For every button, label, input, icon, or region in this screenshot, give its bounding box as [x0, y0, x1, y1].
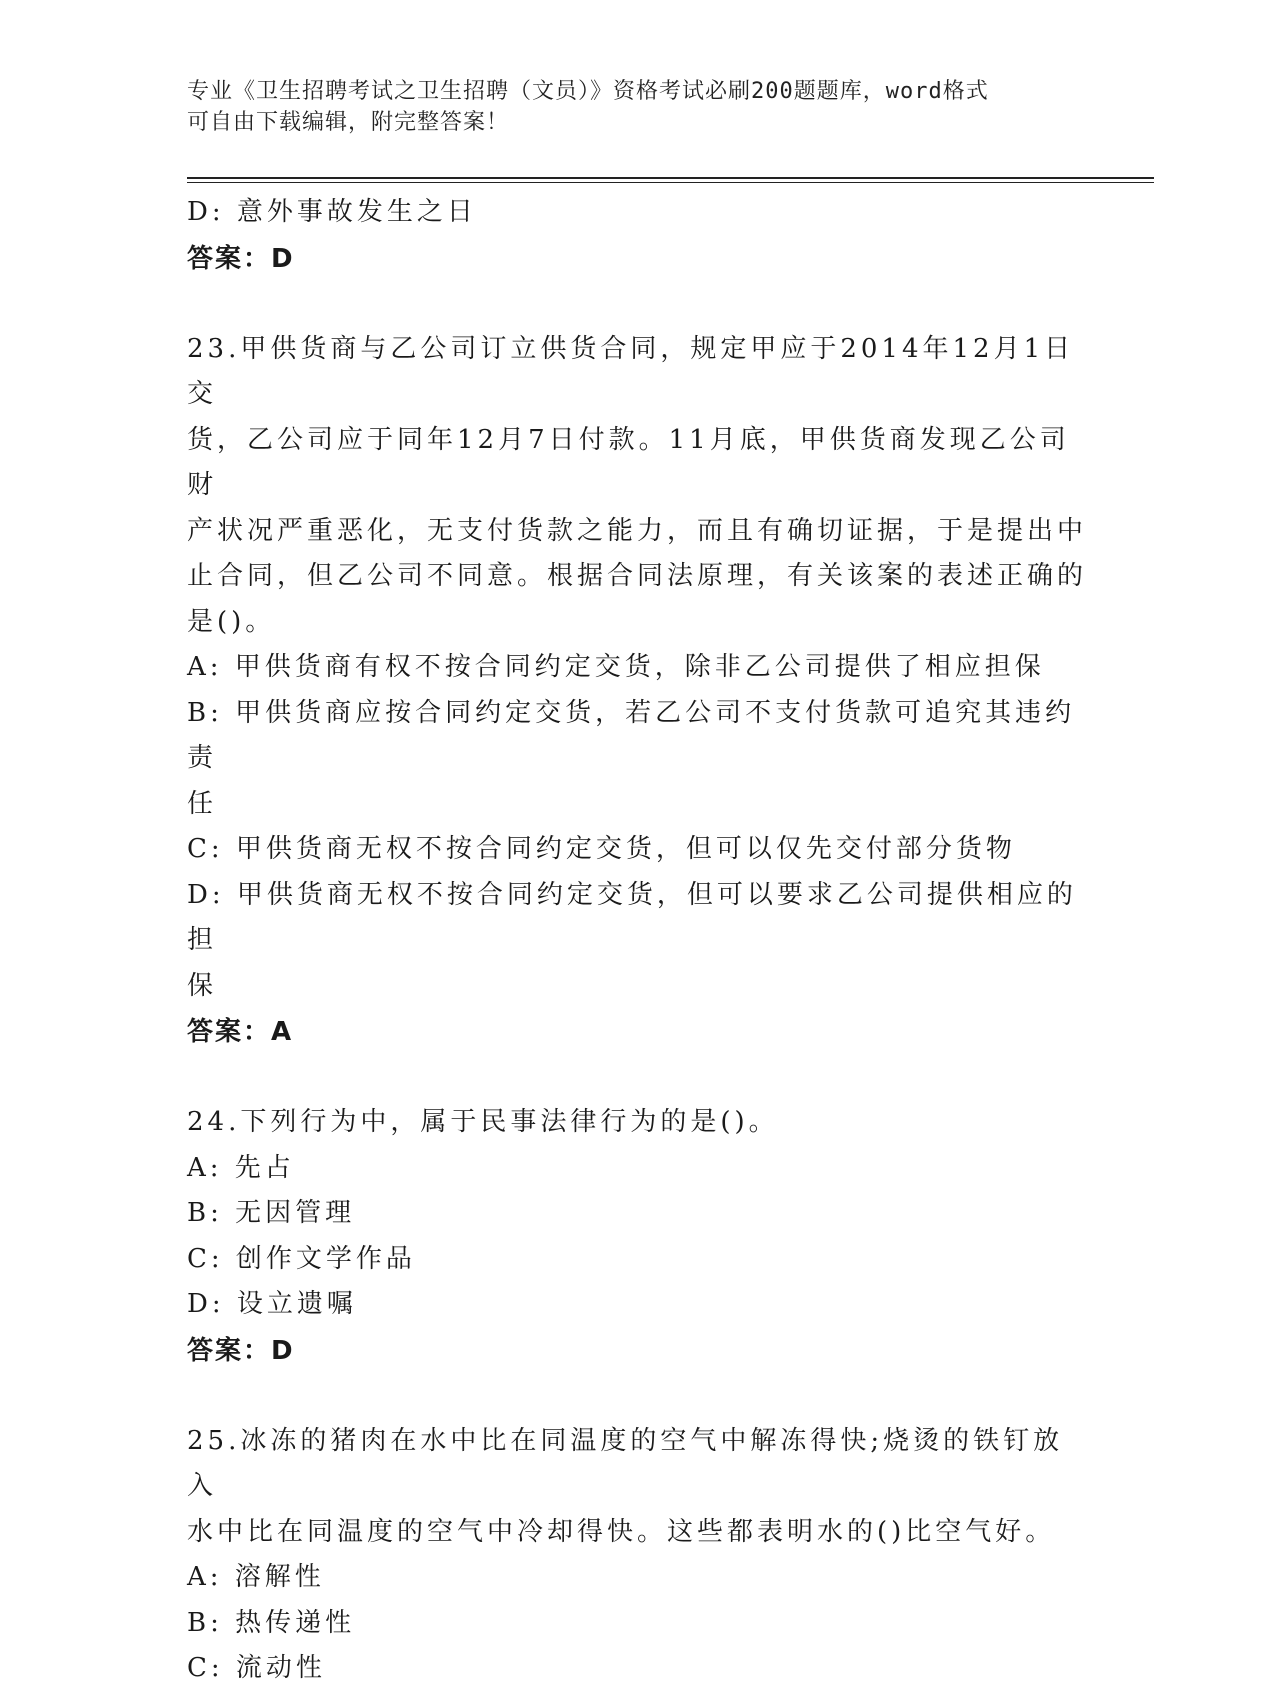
q23-option-d-line-2: 保	[187, 970, 218, 1001]
q25-option-b: B: 热传递性	[187, 1607, 356, 1638]
question-content	[187, 190, 1087, 1692]
question-23	[187, 327, 1087, 1056]
q23-answer: 答案：A	[187, 1017, 294, 1047]
question-24	[187, 1100, 1087, 1374]
q23-stem-line-1: 23.甲供货商与乙公司订立供货合同，规定甲应于2014年12月1日交	[187, 333, 1075, 409]
spacer	[187, 1055, 1087, 1100]
header-line-1: 专业《卫生招聘考试之卫生招聘（文员）》资格考试必刷200题题库，word格式	[187, 79, 989, 104]
spacer	[187, 1374, 1087, 1419]
header-line-2: 可自由下载编辑，附完整答案！	[187, 110, 510, 135]
q24-option-a: A: 先占	[187, 1152, 295, 1183]
q23-option-b-line-2: 任	[187, 788, 218, 819]
prev-option-d: D: 意外事故发生之日	[187, 197, 477, 227]
q23-stem-line-2: 货，乙公司应于同年12月7日付款。11月底，甲供货商发现乙公司财	[187, 424, 1070, 500]
q25-option-c: C: 流动性	[187, 1653, 326, 1683]
q23-stem-line-5: 是()。	[187, 606, 276, 637]
q24-answer: 答案：D	[187, 1335, 295, 1366]
q23-stem-line-3: 产状况严重恶化，无支付货款之能力，而且有确切证据，于是提出中	[187, 515, 1088, 546]
q25-option-a: A: 溶解性	[187, 1562, 325, 1592]
q25-stem-line-1: 25.冰冻的猪肉在水中比在同温度的空气中解冻得快;烧烫的铁钉放入	[187, 1425, 1064, 1501]
question-25	[187, 1419, 1087, 1692]
q23-option-d-line-1: D: 甲供货商无权不按合同约定交货，但可以要求乙公司提供相应的担	[187, 879, 1077, 955]
header-divider-thick	[187, 177, 1154, 179]
q23-stem-line-4: 止合同，但乙公司不同意。根据合同法原理，有关该案的表述正确的	[187, 561, 1088, 591]
q24-stem: 24.下列行为中，属于民事法律行为的是()。	[187, 1107, 779, 1137]
header-divider-thin	[187, 182, 1154, 183]
page-header	[187, 76, 1087, 138]
q25-stem-line-2: 水中比在同温度的空气中冷却得快。这些都表明水的()比空气好。	[187, 1516, 1056, 1547]
q23-option-c: C: 甲供货商无权不按合同约定交货，但可以仅先交付部分货物	[187, 834, 1016, 864]
q24-option-b: B: 无因管理	[187, 1198, 356, 1228]
q24-option-d: D: 设立遗嘱	[187, 1289, 357, 1319]
prev-answer: 答案：D	[187, 243, 295, 274]
q24-option-c: C: 创作文学作品	[187, 1243, 416, 1274]
spacer	[187, 282, 1087, 327]
q23-option-b-line-1: B: 甲供货商应按合同约定交货，若乙公司不支付货款可追究其违约责	[187, 697, 1076, 773]
q23-option-a: A: 甲供货商有权不按合同约定交货，除非乙公司提供了相应担保	[187, 652, 1045, 682]
